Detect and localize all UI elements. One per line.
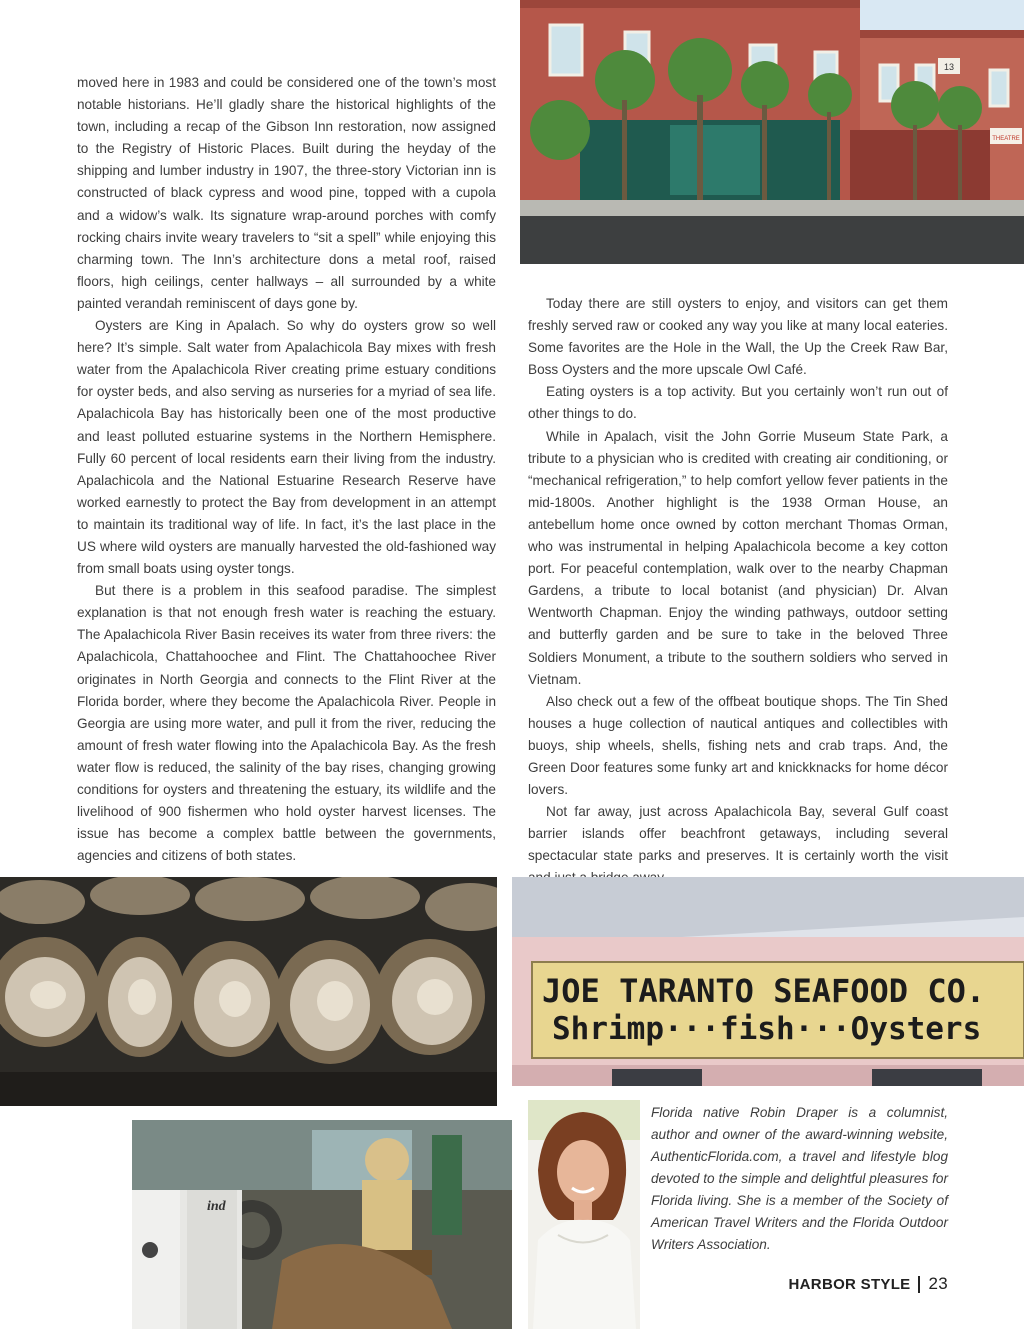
page-footer [789,1274,948,1294]
article-paragraph: Today there are still oysters to enjoy, and visitors can get them freshly served raw or cooked any way you like at many local eateries. Some favorites are the Hole in the Wall, the Up the Creek Raw Bar, Boss Oysters and the more upscale Owl Café. [528,296,948,378]
storefront-number-sign: 13 [943,62,955,72]
author-bio: Florida native Robin Draper is a columnist, author and owner of the award-winning website, AuthenticFlorida.com, a travel and lifestyle blog devoted to the simple and delightful pleasures for Florida living. She is a member of the Society of American Travel Writers and the Florida Outdoor Writers Association. [651,1105,948,1252]
article-paragraph: Also check out a few of the offbeat boutique shops. The Tin Shed houses a huge collection of nautical antiques and collectibles with buoys, ship wheels, shells, fishing nets and crab traps. And, the Green Door features some funky art and knickknacks for home décor lovers. [528,693,948,798]
article-left-column [77,72,496,867]
article-paragraph: Not far away, just across Apalachicola Bay, several Gulf coast barrier islands offer beachfront getaways, including several spectacular state parks and preserves. It is certainly worth the visit [528,804,948,864]
article-paragraph: While in Apalach, visit the John Gorrie Museum State Park, a tribute to a physician who is credited with creating air conditioning, or “mechanical refrigeration,” to help comfort yellow fever patients in the mid-1800s. Another highlight is the 1938 Orman House, an antebellum home once owned by cotton merchant Thomas Orman, who was instrumental in helping Apalachicola become a key cotton port. For peaceful contemplation, walk over to the nearby Chapman Gardens, a tribute to local botanist (and physician) Dr. Alvan Wentworth Chapman. Enjoy the winding pathways, outdoor setting and butterfly garden and be sure to take in the beloved Three Soldiers Monument, a tribute to the southern soldiers who served in Vietnam. [528,428,948,687]
oysters-photo [0,877,497,1106]
seafood-sign-photo [512,877,1024,1086]
article-paragraph: Eating oysters is a top activity. But you certainly won’t run out of other things to do. [528,384,948,422]
article-right-column [528,293,948,934]
author-photo [528,1100,640,1329]
seafood-sign-line1: JOE TARANTO SEAFOOD CO. [542,972,986,1010]
antiques-shop-photo [132,1120,512,1329]
magazine-name: HARBOR STYLE [788,1275,911,1293]
article-paragraph: Oysters are King in Apalach. So why do oysters grow so well here? It’s simple. Salt water from Apalachicola Bay mixes with fresh water from the Apalachicola River creating prime estuary conditions for oyster beds, and also serving as nurseries for a myriad of sea life. Apalachicola Bay has historically been one of the most productive and least polluted estuarine systems in the Northern Hemisphere. Fully 60 percent of local residents earn their living from the industry. Apalachicola and the National Estuarine Research Reserve have worked earnestly to protect the Bay from development in an attempt to maintain its traditional way of life. In fact, it’s the last place in the US where wild oysters are manually harvested the old-fashioned way from small boats using oyster tongs. [77,318,496,577]
theatre-sign: THEATRE [992,136,1020,142]
article-paragraph: But there is a problem in this seafood paradise. The simplest explanation is that not enough fresh water is reaching the estuary. The Apalachicola River Basin receives its water from three rivers: the Apalachicola, Chattahoochee and Flint. The Chattahoochee River originates in North Georgia and connects to the Flint River at the Florida border, where they become the Apalachicola River. People in Georgia are using more water, and pull it from the river, reducing the amount of fresh water flowing into the Apalachicola Bay. As the fresh water flow is reduced, the salinity of the bay rises, changing growing conditions for oysters and threatening the estuary, its wildlife and the livelihood of 900 fishermen who hold oyster harvest licenses. The issue has become a complex battle between the governments, agencies and citizens of both states. [77,583,496,864]
article-paragraph: moved here in 1983 and could be considered one of the town’s most notable historians. He’ll gladly share the historical highlights of the town, including a recap of the Gibson Inn restoration, now assigned to the Registry of Historic Places. Built during the heyday of the shipping and lumber industry in 1907, the three-story Victorian inn is constructed of black cypress and wood pine, topped with a cupola and a widow’s walk. Its signature wrap-around porches with comfy rocking chairs invite weary travelers to “sit a spell” while enjoying this charming town. The Inn’s architecture dons a metal roof, raised floors, high ceilings, center hallways – all surrounded by a white painted verandah reminiscent of days gone by. [77,75,496,311]
page-number: 23 [928,1274,948,1293]
boot-text: ind [207,1199,226,1214]
footer-divider [918,1276,920,1293]
storefront-photo [520,0,1024,264]
seafood-sign-line2: Shrimp···fish···Oysters [552,1011,982,1047]
